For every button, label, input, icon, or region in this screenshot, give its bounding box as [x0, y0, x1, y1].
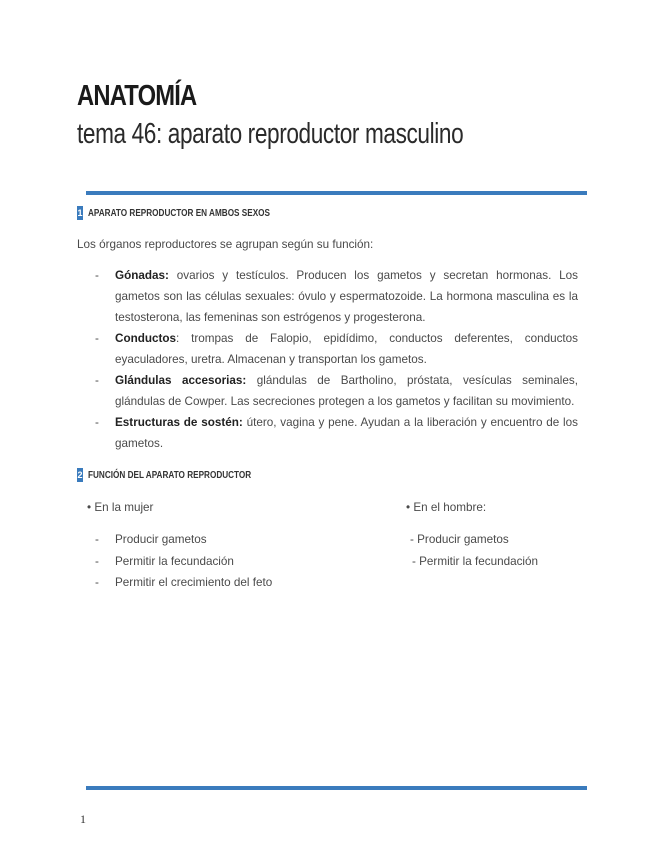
women-function-item: Permitir la fecundación: [115, 555, 234, 568]
list-item: [77, 265, 578, 328]
section-1-heading: [77, 206, 321, 220]
dash-bullet: -: [95, 533, 99, 546]
item-text: glándulas de Bartholino, próstata, vesículas seminales, glándulas de Cowper. Las secreciones protegen a los gametos y facilitan su movimiento.: [115, 374, 578, 408]
page-subtitle: tema 46: aparato reproductor masculino: [77, 118, 464, 150]
dash-bullet: -: [95, 269, 99, 282]
men-function-item: - Permitir la fecundación: [412, 555, 539, 568]
women-function-item: Producir gametos: [115, 533, 207, 546]
section-2-heading: [77, 468, 297, 482]
page-title: ANATOMÍA: [77, 80, 197, 112]
list-item: [77, 412, 578, 454]
item-term: Conductos: [115, 332, 177, 345]
item-text: útero, vagina y pene. Ayudan a la liberación y encuentro de los gametos.: [115, 416, 578, 450]
dash-bullet: -: [95, 332, 99, 345]
men-column-title: • En el hombre:: [406, 501, 487, 514]
dash-bullet: -: [95, 576, 99, 589]
dash-bullet: -: [95, 416, 99, 429]
section-1-intro: Los órganos reproductores se agrupan según su función:: [77, 238, 374, 251]
top-divider: [86, 191, 587, 195]
item-text: : trompas de Falopio, epidídimo, conductos deferentes, conductos eyaculadores, uretra. Almacenan y transportan los gametos.: [115, 332, 578, 366]
item-term: Glándulas accesorias:: [115, 374, 247, 387]
women-column-title: • En la mujer: [87, 501, 154, 514]
section-title: APARATO REPRODUCTOR EN AMBOS SEXOS: [88, 207, 271, 219]
section-number-badge: 2: [77, 470, 83, 480]
organ-list: [77, 265, 578, 454]
section-number-badge: 1: [77, 208, 83, 218]
page-number: 1: [80, 812, 86, 826]
item-term: Gónadas:: [115, 269, 169, 282]
list-item: [77, 370, 578, 412]
women-function-item: Permitir el crecimiento del feto: [115, 576, 273, 589]
section-title: FUNCIÓN DEL APARATO REPRODUCTOR: [88, 469, 252, 481]
item-text: ovarios y testículos. Producen los gametos y secretan hormonas. Los gametos son las células sexuales: óvulo y espermatozoide. La hormona masculina es la testosterona, las femeninas son estrógenos y progesterona.: [115, 269, 578, 324]
dash-bullet: -: [95, 555, 99, 568]
list-item: [77, 328, 578, 370]
item-term: Estructuras de sostén:: [115, 416, 243, 429]
dash-bullet: -: [95, 374, 99, 387]
bottom-divider: [86, 786, 587, 790]
men-function-item: - Producir gametos: [410, 533, 509, 546]
